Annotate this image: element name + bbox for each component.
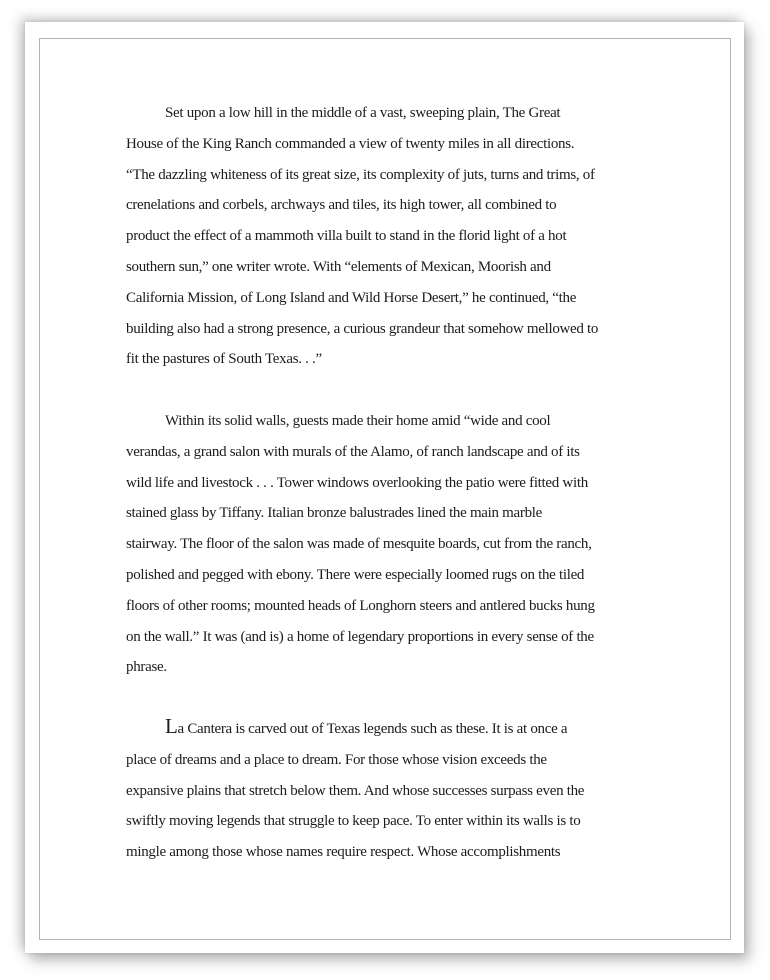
text-line: House of the King Ranch commanded a view of twenty miles in all directions. [126,135,575,152]
text-line: “The dazzling whiteness of its great size, its complexity of juts, turns and trims, of [126,166,595,183]
text-line: southern sun,” one writer wrote. With “elements of Mexican, Moorish and [126,258,551,275]
paragraph-3 [126,714,686,868]
text-line: floors of other rooms; mounted heads of Longhorn steers and antlered bucks hung [126,597,595,614]
document-page [25,22,744,953]
text-line: building also had a strong presence, a curious grandeur that somehow mellowed to [126,320,599,337]
paragraph-2 [126,406,686,683]
text-line: stained glass by Tiffany. Italian bronze balustrades lined the main marble [126,505,543,522]
text-line-content: a Cantera is carved out of Texas legends such as these. It is at once a [177,720,568,737]
text-line: mingle among those whose names require respect. Whose accomplishments [126,844,561,861]
text-line: phrase. [126,659,167,676]
text-line: wild life and livestock . . . Tower windows overlooking the patio were fitted with [126,474,588,491]
text-line: stairway. The floor of the salon was made of mesquite boards, cut from the ranch, [126,536,592,553]
text-line: California Mission, of Long Island and Wild Horse Desert,” he continued, “the [126,289,577,306]
text-line: verandas, a grand salon with murals of the Alamo, of ranch landscape and of its [126,443,580,460]
text-line: polished and pegged with ebony. There were especially loomed rugs on the tiled [126,566,585,583]
text-line: fit the pastures of South Texas. . .” [126,351,322,368]
text-line [126,714,686,745]
text-line: Set upon a low hill in the middle of a vast, sweeping plain, The Great [165,105,561,121]
document-body [126,98,686,868]
text-line: expansive plains that stretch below them. And whose successes surpass even the [126,782,585,799]
drop-initial-letter: L [165,713,178,738]
text-line: product the effect of a mammoth villa built to stand in the florid light of a hot [126,228,567,245]
text-line: place of dreams and a place to dream. For those whose vision exceeds the [126,751,547,768]
text-line: swiftly moving legends that struggle to keep pace. To enter within its walls is to [126,813,581,830]
paragraph-1 [126,98,686,375]
text-line: on the wall.” It was (and is) a home of legendary proportions in every sense of the [126,628,594,645]
text-line: crenelations and corbels, archways and tiles, its high tower, all combined to [126,197,557,214]
text-line: Within its solid walls, guests made their home amid “wide and cool [165,412,551,429]
